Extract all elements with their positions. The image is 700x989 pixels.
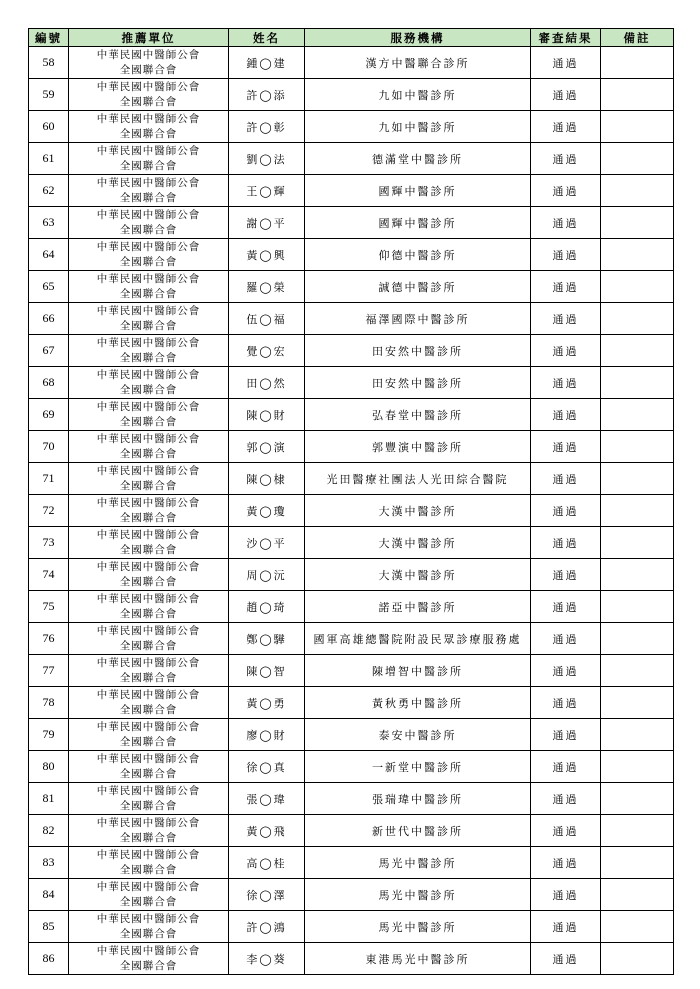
unit-line-2: 全國聯合會 bbox=[119, 95, 178, 108]
review-result: 通過 bbox=[531, 303, 601, 335]
recommending-unit bbox=[69, 527, 229, 559]
table-row bbox=[29, 687, 674, 719]
unit-line-1: 中華民國中醫師公會 bbox=[96, 48, 201, 61]
row-number: 64 bbox=[29, 239, 69, 271]
unit-line-2: 全國聯合會 bbox=[119, 255, 178, 268]
unit-line-1: 中華民國中醫師公會 bbox=[96, 112, 201, 125]
review-result: 通過 bbox=[531, 591, 601, 623]
unit-line-1: 中華民國中醫師公會 bbox=[96, 304, 201, 317]
row-number: 85 bbox=[29, 911, 69, 943]
recommending-unit bbox=[69, 47, 229, 79]
recommending-unit bbox=[69, 687, 229, 719]
recommending-unit bbox=[69, 463, 229, 495]
header-recommending-unit: 推薦單位 bbox=[69, 29, 229, 47]
person-name: 王◯輝 bbox=[229, 175, 305, 207]
remarks bbox=[601, 783, 674, 815]
recommending-unit bbox=[69, 751, 229, 783]
person-name: 許◯添 bbox=[229, 79, 305, 111]
person-name: 謝◯平 bbox=[229, 207, 305, 239]
unit-line-2: 全國聯合會 bbox=[119, 607, 178, 620]
recommending-unit bbox=[69, 783, 229, 815]
row-number: 73 bbox=[29, 527, 69, 559]
person-name: 伍◯福 bbox=[229, 303, 305, 335]
unit-line-2: 全國聯合會 bbox=[119, 511, 178, 524]
row-number: 78 bbox=[29, 687, 69, 719]
recommending-unit bbox=[69, 271, 229, 303]
person-name: 陳◯智 bbox=[229, 655, 305, 687]
remarks bbox=[601, 687, 674, 719]
service-organization: 弘春堂中醫診所 bbox=[305, 399, 531, 431]
row-number: 77 bbox=[29, 655, 69, 687]
unit-line-2: 全國聯合會 bbox=[119, 959, 178, 972]
header-service-organization: 服務機構 bbox=[305, 29, 531, 47]
table-row bbox=[29, 111, 674, 143]
person-name: 高◯桂 bbox=[229, 847, 305, 879]
table-row bbox=[29, 751, 674, 783]
service-organization: 馬光中醫診所 bbox=[305, 879, 531, 911]
table-row bbox=[29, 719, 674, 751]
service-organization: 大漢中醫診所 bbox=[305, 559, 531, 591]
review-result: 通過 bbox=[531, 847, 601, 879]
service-organization: 德滿堂中醫診所 bbox=[305, 143, 531, 175]
unit-line-1: 中華民國中醫師公會 bbox=[96, 560, 201, 573]
unit-line-2: 全國聯合會 bbox=[119, 223, 178, 236]
remarks bbox=[601, 207, 674, 239]
unit-line-1: 中華民國中醫師公會 bbox=[96, 176, 201, 189]
recommending-unit bbox=[69, 79, 229, 111]
review-result: 通過 bbox=[531, 751, 601, 783]
row-number: 61 bbox=[29, 143, 69, 175]
person-name: 廖◯財 bbox=[229, 719, 305, 751]
review-result: 通過 bbox=[531, 111, 601, 143]
service-organization: 九如中醫診所 bbox=[305, 111, 531, 143]
row-number: 83 bbox=[29, 847, 69, 879]
person-name: 許◯鴻 bbox=[229, 911, 305, 943]
person-name: 劉◯法 bbox=[229, 143, 305, 175]
unit-line-2: 全國聯合會 bbox=[119, 447, 178, 460]
unit-line-2: 全國聯合會 bbox=[119, 895, 178, 908]
person-name: 張◯瑋 bbox=[229, 783, 305, 815]
remarks bbox=[601, 847, 674, 879]
unit-line-2: 全國聯合會 bbox=[119, 287, 178, 300]
row-number: 60 bbox=[29, 111, 69, 143]
recommending-unit bbox=[69, 367, 229, 399]
review-result: 通過 bbox=[531, 143, 601, 175]
table-row bbox=[29, 943, 674, 975]
recommending-unit bbox=[69, 111, 229, 143]
unit-line-1: 中華民國中醫師公會 bbox=[96, 80, 201, 93]
review-result: 通過 bbox=[531, 367, 601, 399]
review-result: 通過 bbox=[531, 463, 601, 495]
recommending-unit bbox=[69, 335, 229, 367]
unit-line-1: 中華民國中醫師公會 bbox=[96, 656, 201, 669]
service-organization: 黃秋勇中醫診所 bbox=[305, 687, 531, 719]
header-row bbox=[29, 29, 674, 47]
unit-line-1: 中華民國中醫師公會 bbox=[96, 144, 201, 157]
review-result: 通過 bbox=[531, 655, 601, 687]
unit-line-1: 中華民國中醫師公會 bbox=[96, 944, 201, 957]
unit-line-1: 中華民國中醫師公會 bbox=[96, 880, 201, 893]
recommending-unit bbox=[69, 655, 229, 687]
unit-line-1: 中華民國中醫師公會 bbox=[96, 240, 201, 253]
service-organization: 大漢中醫診所 bbox=[305, 495, 531, 527]
recommending-unit bbox=[69, 815, 229, 847]
person-name: 鍾◯建 bbox=[229, 47, 305, 79]
unit-line-1: 中華民國中醫師公會 bbox=[96, 272, 201, 285]
row-number: 71 bbox=[29, 463, 69, 495]
row-number: 81 bbox=[29, 783, 69, 815]
person-name: 陳◯財 bbox=[229, 399, 305, 431]
unit-line-1: 中華民國中醫師公會 bbox=[96, 592, 201, 605]
table-row bbox=[29, 559, 674, 591]
unit-line-1: 中華民國中醫師公會 bbox=[96, 848, 201, 861]
review-result: 通過 bbox=[531, 719, 601, 751]
review-result: 通過 bbox=[531, 271, 601, 303]
unit-line-2: 全國聯合會 bbox=[119, 863, 178, 876]
unit-line-2: 全國聯合會 bbox=[119, 831, 178, 844]
remarks bbox=[601, 143, 674, 175]
unit-line-2: 全國聯合會 bbox=[119, 767, 178, 780]
row-number: 86 bbox=[29, 943, 69, 975]
unit-line-2: 全國聯合會 bbox=[119, 319, 178, 332]
remarks bbox=[601, 463, 674, 495]
remarks bbox=[601, 271, 674, 303]
recommending-unit bbox=[69, 559, 229, 591]
remarks bbox=[601, 751, 674, 783]
row-number: 69 bbox=[29, 399, 69, 431]
header-review-result: 審查結果 bbox=[531, 29, 601, 47]
header-remarks: 備註 bbox=[601, 29, 674, 47]
service-organization: 東港馬光中醫診所 bbox=[305, 943, 531, 975]
review-result: 通過 bbox=[531, 879, 601, 911]
unit-line-2: 全國聯合會 bbox=[119, 671, 178, 684]
person-name: 黃◯勇 bbox=[229, 687, 305, 719]
table-row bbox=[29, 143, 674, 175]
service-organization: 馬光中醫診所 bbox=[305, 847, 531, 879]
review-result: 通過 bbox=[531, 623, 601, 655]
recommending-unit bbox=[69, 495, 229, 527]
table-row bbox=[29, 463, 674, 495]
table-row bbox=[29, 175, 674, 207]
table-row bbox=[29, 847, 674, 879]
unit-line-2: 全國聯合會 bbox=[119, 799, 178, 812]
review-result: 通過 bbox=[531, 399, 601, 431]
remarks bbox=[601, 303, 674, 335]
row-number: 68 bbox=[29, 367, 69, 399]
unit-line-1: 中華民國中醫師公會 bbox=[96, 368, 201, 381]
remarks bbox=[601, 591, 674, 623]
remarks bbox=[601, 655, 674, 687]
recommending-unit bbox=[69, 879, 229, 911]
recommending-unit bbox=[69, 239, 229, 271]
service-organization: 郭豐演中醫診所 bbox=[305, 431, 531, 463]
unit-line-2: 全國聯合會 bbox=[119, 383, 178, 396]
service-organization: 光田醫療社團法人光田綜合醫院 bbox=[305, 463, 531, 495]
row-number: 76 bbox=[29, 623, 69, 655]
remarks bbox=[601, 79, 674, 111]
remarks bbox=[601, 879, 674, 911]
service-organization: 大漢中醫診所 bbox=[305, 527, 531, 559]
recommending-unit bbox=[69, 399, 229, 431]
person-name: 黃◯興 bbox=[229, 239, 305, 271]
unit-line-1: 中華民國中醫師公會 bbox=[96, 336, 201, 349]
remarks bbox=[601, 911, 674, 943]
service-organization: 國輝中醫診所 bbox=[305, 207, 531, 239]
service-organization: 漢方中醫聯合診所 bbox=[305, 47, 531, 79]
review-result: 通過 bbox=[531, 559, 601, 591]
remarks bbox=[601, 399, 674, 431]
remarks bbox=[601, 719, 674, 751]
row-number: 59 bbox=[29, 79, 69, 111]
unit-line-2: 全國聯合會 bbox=[119, 543, 178, 556]
service-organization: 田安然中醫診所 bbox=[305, 335, 531, 367]
service-organization: 新世代中醫診所 bbox=[305, 815, 531, 847]
unit-line-2: 全國聯合會 bbox=[119, 703, 178, 716]
unit-line-1: 中華民國中醫師公會 bbox=[96, 816, 201, 829]
table-row bbox=[29, 623, 674, 655]
review-result: 通過 bbox=[531, 335, 601, 367]
service-organization: 誠德中醫診所 bbox=[305, 271, 531, 303]
unit-line-2: 全國聯合會 bbox=[119, 735, 178, 748]
unit-line-1: 中華民國中醫師公會 bbox=[96, 400, 201, 413]
row-number: 58 bbox=[29, 47, 69, 79]
review-result: 通過 bbox=[531, 47, 601, 79]
person-name: 覺◯宏 bbox=[229, 335, 305, 367]
recommending-unit bbox=[69, 591, 229, 623]
person-name: 陳◯棣 bbox=[229, 463, 305, 495]
service-organization: 田安然中醫診所 bbox=[305, 367, 531, 399]
remarks bbox=[601, 815, 674, 847]
recommending-unit bbox=[69, 431, 229, 463]
remarks bbox=[601, 623, 674, 655]
person-name: 郭◯演 bbox=[229, 431, 305, 463]
unit-line-1: 中華民國中醫師公會 bbox=[96, 208, 201, 221]
unit-line-2: 全國聯合會 bbox=[119, 639, 178, 652]
person-name: 周◯沅 bbox=[229, 559, 305, 591]
person-name: 羅◯榮 bbox=[229, 271, 305, 303]
review-result: 通過 bbox=[531, 495, 601, 527]
service-organization: 馬光中醫診所 bbox=[305, 911, 531, 943]
person-name: 趙◯琦 bbox=[229, 591, 305, 623]
recommending-unit bbox=[69, 847, 229, 879]
person-name: 徐◯澤 bbox=[229, 879, 305, 911]
table-row bbox=[29, 239, 674, 271]
row-number: 75 bbox=[29, 591, 69, 623]
person-name: 沙◯平 bbox=[229, 527, 305, 559]
table-row bbox=[29, 271, 674, 303]
row-number: 63 bbox=[29, 207, 69, 239]
remarks bbox=[601, 47, 674, 79]
table-row bbox=[29, 47, 674, 79]
person-name: 鄭◯驊 bbox=[229, 623, 305, 655]
table-row bbox=[29, 879, 674, 911]
review-result: 通過 bbox=[531, 239, 601, 271]
table-row bbox=[29, 655, 674, 687]
review-result: 通過 bbox=[531, 911, 601, 943]
remarks bbox=[601, 335, 674, 367]
unit-line-2: 全國聯合會 bbox=[119, 63, 178, 76]
table-row bbox=[29, 399, 674, 431]
remarks bbox=[601, 559, 674, 591]
service-organization: 仰德中醫診所 bbox=[305, 239, 531, 271]
service-organization: 福澤國際中醫診所 bbox=[305, 303, 531, 335]
review-result: 通過 bbox=[531, 431, 601, 463]
table-body bbox=[29, 47, 674, 975]
remarks bbox=[601, 239, 674, 271]
remarks bbox=[601, 111, 674, 143]
unit-line-2: 全國聯合會 bbox=[119, 415, 178, 428]
review-results-table bbox=[28, 28, 674, 975]
review-result: 通過 bbox=[531, 207, 601, 239]
person-name: 黃◯瓊 bbox=[229, 495, 305, 527]
recommending-unit bbox=[69, 623, 229, 655]
recommending-unit bbox=[69, 143, 229, 175]
table-row bbox=[29, 431, 674, 463]
table-row bbox=[29, 495, 674, 527]
table-row bbox=[29, 335, 674, 367]
service-organization: 陳增智中醫診所 bbox=[305, 655, 531, 687]
service-organization: 諾亞中醫診所 bbox=[305, 591, 531, 623]
row-number: 66 bbox=[29, 303, 69, 335]
recommending-unit bbox=[69, 207, 229, 239]
table-row bbox=[29, 367, 674, 399]
remarks bbox=[601, 175, 674, 207]
unit-line-2: 全國聯合會 bbox=[119, 575, 178, 588]
person-name: 許◯彰 bbox=[229, 111, 305, 143]
remarks bbox=[601, 431, 674, 463]
unit-line-1: 中華民國中醫師公會 bbox=[96, 496, 201, 509]
recommending-unit bbox=[69, 943, 229, 975]
review-result: 通過 bbox=[531, 687, 601, 719]
table-row bbox=[29, 79, 674, 111]
unit-line-1: 中華民國中醫師公會 bbox=[96, 784, 201, 797]
table-row bbox=[29, 527, 674, 559]
table-row bbox=[29, 207, 674, 239]
service-organization: 泰安中醫診所 bbox=[305, 719, 531, 751]
unit-line-2: 全國聯合會 bbox=[119, 191, 178, 204]
remarks bbox=[601, 527, 674, 559]
service-organization: 張瑞瑋中醫診所 bbox=[305, 783, 531, 815]
service-organization: 國輝中醫診所 bbox=[305, 175, 531, 207]
unit-line-1: 中華民國中醫師公會 bbox=[96, 464, 201, 477]
row-number: 72 bbox=[29, 495, 69, 527]
unit-line-2: 全國聯合會 bbox=[119, 159, 178, 172]
row-number: 79 bbox=[29, 719, 69, 751]
unit-line-1: 中華民國中醫師公會 bbox=[96, 432, 201, 445]
remarks bbox=[601, 367, 674, 399]
table-row bbox=[29, 815, 674, 847]
row-number: 70 bbox=[29, 431, 69, 463]
row-number: 74 bbox=[29, 559, 69, 591]
unit-line-2: 全國聯合會 bbox=[119, 351, 178, 364]
unit-line-1: 中華民國中醫師公會 bbox=[96, 688, 201, 701]
person-name: 徐◯真 bbox=[229, 751, 305, 783]
service-organization: 國軍高雄總醫院附設民眾診療服務處 bbox=[305, 623, 531, 655]
review-result: 通過 bbox=[531, 783, 601, 815]
review-result: 通過 bbox=[531, 79, 601, 111]
recommending-unit bbox=[69, 719, 229, 751]
header-number: 編號 bbox=[29, 29, 69, 47]
person-name: 李◯葵 bbox=[229, 943, 305, 975]
row-number: 67 bbox=[29, 335, 69, 367]
unit-line-1: 中華民國中醫師公會 bbox=[96, 912, 201, 925]
recommending-unit bbox=[69, 175, 229, 207]
row-number: 80 bbox=[29, 751, 69, 783]
unit-line-1: 中華民國中醫師公會 bbox=[96, 528, 201, 541]
review-result: 通過 bbox=[531, 943, 601, 975]
header-name: 姓名 bbox=[229, 29, 305, 47]
review-result: 通過 bbox=[531, 175, 601, 207]
recommending-unit bbox=[69, 303, 229, 335]
remarks bbox=[601, 943, 674, 975]
row-number: 62 bbox=[29, 175, 69, 207]
service-organization: 一新堂中醫診所 bbox=[305, 751, 531, 783]
remarks bbox=[601, 495, 674, 527]
person-name: 田◯然 bbox=[229, 367, 305, 399]
unit-line-2: 全國聯合會 bbox=[119, 127, 178, 140]
unit-line-1: 中華民國中醫師公會 bbox=[96, 752, 201, 765]
unit-line-2: 全國聯合會 bbox=[119, 927, 178, 940]
review-result: 通過 bbox=[531, 527, 601, 559]
table-row bbox=[29, 591, 674, 623]
person-name: 黃◯飛 bbox=[229, 815, 305, 847]
row-number: 84 bbox=[29, 879, 69, 911]
unit-line-1: 中華民國中醫師公會 bbox=[96, 624, 201, 637]
unit-line-1: 中華民國中醫師公會 bbox=[96, 720, 201, 733]
review-result: 通過 bbox=[531, 815, 601, 847]
service-organization: 九如中醫診所 bbox=[305, 79, 531, 111]
unit-line-2: 全國聯合會 bbox=[119, 479, 178, 492]
row-number: 82 bbox=[29, 815, 69, 847]
row-number: 65 bbox=[29, 271, 69, 303]
table-row bbox=[29, 783, 674, 815]
table-row bbox=[29, 303, 674, 335]
table-row bbox=[29, 911, 674, 943]
recommending-unit bbox=[69, 911, 229, 943]
